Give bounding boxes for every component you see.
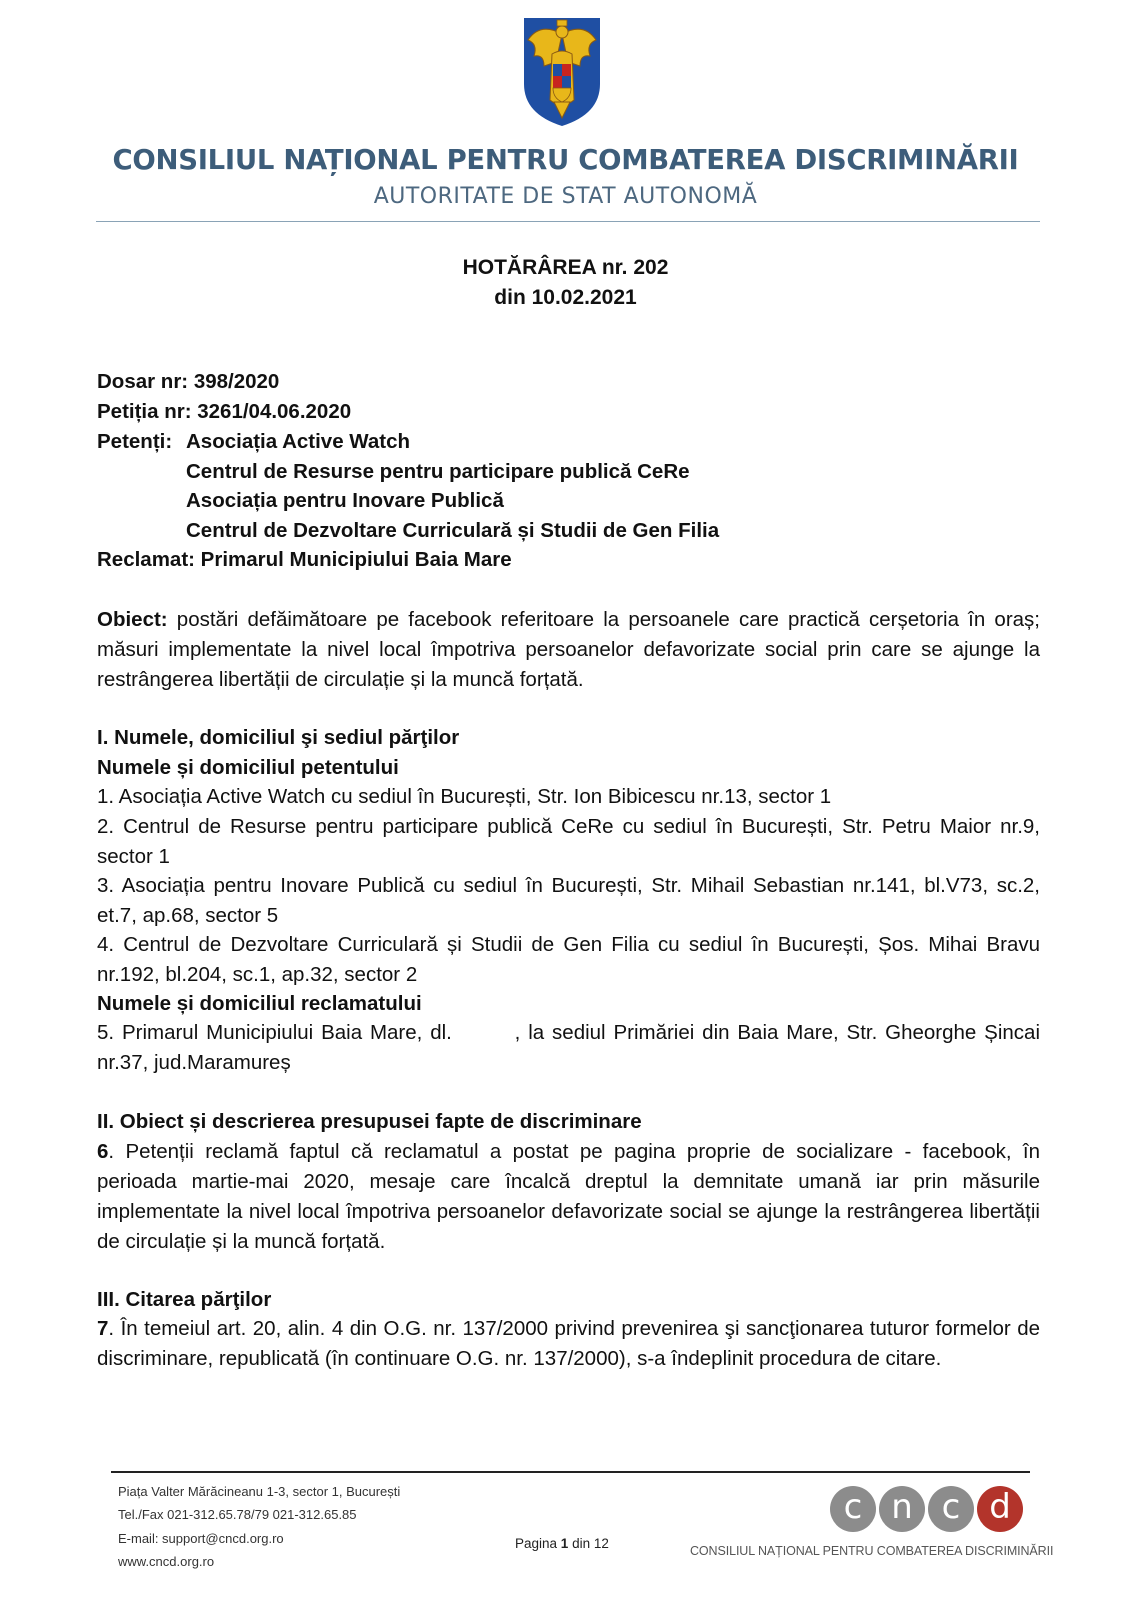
respondent-address-heading: Numele și domiciliul reclamatului	[97, 992, 422, 1015]
footer-website: www.cncd.org.ro	[118, 1554, 215, 1569]
section-2-paragraph	[97, 1137, 1040, 1257]
respondent: Reclamat: Primarul Municipiului Baia Mare	[97, 548, 512, 571]
header-divider	[96, 221, 1040, 222]
logo-caption: CONSILIUL NAȚIONAL PENTRU COMBATEREA DISCRIMINĂRII	[690, 1544, 1054, 1558]
petitioner-1: Asociația Active Watch	[186, 430, 411, 453]
petition-number: Petiția nr: 3261/04.06.2020	[97, 400, 352, 423]
logo-letter-d: d	[977, 1486, 1023, 1532]
petitioner-address-heading: Numele și domiciliul petentului	[97, 756, 399, 779]
decision-date: din 10.02.2021	[494, 286, 637, 309]
logo-letter-n: n	[879, 1486, 925, 1532]
institution-name: CONSILIUL NAȚIONAL PENTRU COMBATEREA DISCRIMINĂRII	[112, 144, 1019, 176]
cncd-logo	[830, 1486, 1030, 1540]
petitioner-address-1: 1. Asociația Active Watch cu sediul în București, Str. Ion Bibicescu nr.13, sector 1	[97, 785, 832, 808]
logo-letter-c2: c	[928, 1486, 974, 1532]
section-3-paragraph	[97, 1314, 1040, 1374]
paragraph-number-7: 7	[97, 1317, 109, 1340]
romanian-coat-of-arms-icon	[520, 14, 604, 128]
section-2-heading: II. Obiect și descrierea presupusei fapte de discriminare	[97, 1110, 642, 1133]
case-file-number: Dosar nr: 398/2020	[97, 370, 280, 393]
section-3-text: . În temeiul art. 20, alin. 4 din O.G. nr. 137/2000 privind prevenirea şi sancţionarea tuturor formelor de discriminare, republicată (în continuare O.G. nr. 137/2000), s-a îndeplinit procedura de citare.	[97, 1317, 1040, 1370]
page-total: 12	[593, 1536, 609, 1551]
petitioner-4: Centrul de Dezvoltare Curriculară și Studii de Gen Filia	[186, 519, 720, 542]
paragraph-number-6: 6	[97, 1140, 109, 1163]
object-text: postări defăimătoare pe facebook referitoare la persoanele care practică cerșetoria în oraș; măsuri implementate la nivel local împotriva persoanelor defavorizate social prin care se ajunge la restrângerea libertății de circulație și la muncă forțată.	[97, 608, 1040, 691]
object-label: Obiect:	[97, 608, 168, 631]
logo-letter-c1: c	[830, 1486, 876, 1532]
petitioner-2: Centrul de Resurse pentru participare publică CeRe	[186, 460, 690, 483]
section-3-heading: III. Citarea părţilor	[97, 1288, 272, 1311]
institution-subtitle: AUTORITATE DE STAT AUTONOMĂ	[373, 184, 758, 209]
petitioner-3: Asociația pentru Inovare Publică	[186, 489, 504, 512]
petitioner-address-4: 4. Centrul de Dezvoltare Curriculară și Studii de Gen Filia cu sediul în București, Șos. Mihai Bravu nr.192, bl.204, sc.1, ap.32, sector 2	[97, 933, 1040, 986]
respondent-address-5: 5. Primarul Municipiului Baia Mare, dl. , la sediul Primăriei din Baia Mare, Str. Gheorghe Șincai nr.37, jud.Maramureș	[97, 1021, 1046, 1074]
object-paragraph	[97, 605, 1040, 695]
page-prefix: Pagina	[515, 1536, 561, 1551]
footer-email: E-mail: support@cncd.org.ro	[118, 1531, 284, 1546]
footer-address: Piața Valter Mărăcineanu 1-3, sector 1, București	[118, 1484, 401, 1499]
page-separator: din	[568, 1536, 594, 1551]
petitioner-address-2: 2. Centrul de Resurse pentru participare publică CeRe cu sediul în București, Str. Petru Maior nr.9, sector 1	[97, 815, 1040, 868]
petitioner-address-3: 3. Asociația pentru Inovare Publică cu sediul în București, Str. Mihail Sebastian nr.141, bl.V73, sc.2, et.7, ap.68, sector 5	[97, 874, 1040, 927]
page-indicator	[515, 1536, 609, 1551]
section-1-heading: I. Numele, domiciliul şi sediul părţilor	[97, 726, 460, 749]
section-2-text: . Petenții reclamă faptul că reclamatul a postat pe pagina proprie de socializare - facebook, în perioada martie-mai 2020, mesaje care încalcă dreptul la demnitate umană iar prin măsurile implementate la nivel local împotriva persoanelor defavorizate social se ajunge la restrângerea libertății de circulație și la muncă forțată.	[97, 1140, 1040, 1253]
petitioners-label: Petenți:	[97, 430, 173, 453]
footer-phone: Tel./Fax 021-312.65.78/79 021-312.65.85	[118, 1507, 357, 1522]
footer-divider	[111, 1471, 1030, 1473]
decision-title: HOTĂRÂREA nr. 202	[462, 256, 669, 279]
page-current: 1	[560, 1536, 569, 1551]
